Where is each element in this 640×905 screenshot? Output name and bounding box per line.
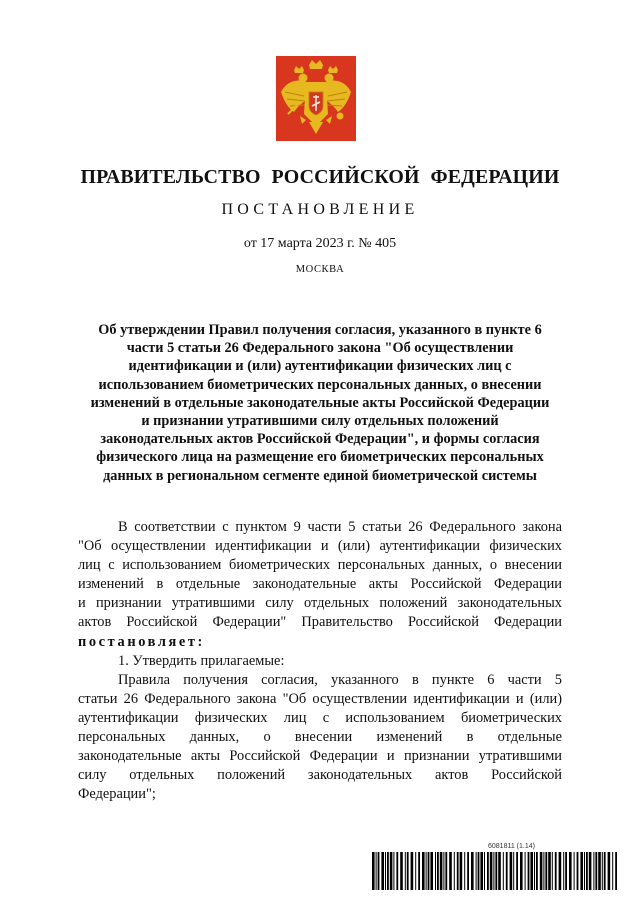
- body-line: Федерации";: [78, 786, 156, 803]
- heading-line: части 5 статьи 26 Федерального закона "Об осуществлении: [126, 340, 514, 357]
- barcode-icon: [372, 852, 620, 890]
- heading-line: и признании утратившими силу отдельных положений: [141, 413, 499, 430]
- heading-line: использованием биометрических персональных данных, о внесении: [98, 376, 542, 393]
- coat-of-arms-icon: [276, 56, 356, 141]
- body-line: актов Российской Федерации" Правительство Российской Федерации: [78, 614, 562, 631]
- body-line: В соответствии с пунктом 9 части 5 статьи 26 Федерального закона: [118, 519, 562, 535]
- document-city: МОСКВА: [295, 264, 345, 275]
- barcode-label: 6081811 (1.14): [488, 843, 535, 850]
- heading-line: данных в региональном сегменте единой биометрической системы: [103, 467, 537, 484]
- body-line-resolves: постановляет:: [78, 633, 205, 650]
- body-line: изменений в отдельные законодательные акты Российской Федерации: [78, 576, 562, 593]
- document-body: [78, 518, 562, 804]
- body-line: 1. Утвердить прилагаемые:: [118, 652, 285, 669]
- document-date-number: от 17 марта 2023 г. № 405: [243, 236, 397, 251]
- heading-line: идентификации и (или) аутентификации физических лиц с: [128, 358, 512, 375]
- body-line: лиц с использованием биометрических персональных данных, о внесении: [78, 557, 562, 574]
- body-line: силу отдельных положений законодательных актов Российской: [78, 767, 562, 784]
- heading-line: физического лица на размещение его биометрических персональных: [96, 449, 544, 466]
- document-heading: [78, 321, 562, 485]
- heading-line: изменений в отдельные законодательные акты Российской Федерации: [90, 394, 550, 411]
- body-line: статьи 26 Федерального закона "Об осуществлении идентификации и (или): [78, 690, 562, 707]
- body-line: Правила получения согласия, указанного в пункте 6 части 5: [118, 671, 562, 688]
- body-line: персональных данных, о внесении изменений в отдельные: [78, 729, 562, 746]
- body-line: и признании утратившими силу отдельных положений законодательных: [78, 595, 562, 612]
- body-line: "Об осуществлении идентификации и (или) аутентификации физических: [78, 538, 562, 555]
- body-line: законодательные акты Российской Федерации и признании утратившими: [78, 748, 562, 765]
- heading-line: Об утверждении Правил получения согласия, указанного в пункте 6: [98, 322, 542, 338]
- heading-line: законодательных актов Российской Федерации", и формы согласия: [100, 431, 540, 448]
- government-title: ПРАВИТЕЛЬСТВО РОССИЙСКОЙ ФЕДЕРАЦИИ: [80, 166, 560, 188]
- document-type: ПОСТАНОВЛЕНИЕ: [221, 201, 419, 218]
- body-line: аутентификации физических лиц с использованием биометрических: [78, 709, 562, 726]
